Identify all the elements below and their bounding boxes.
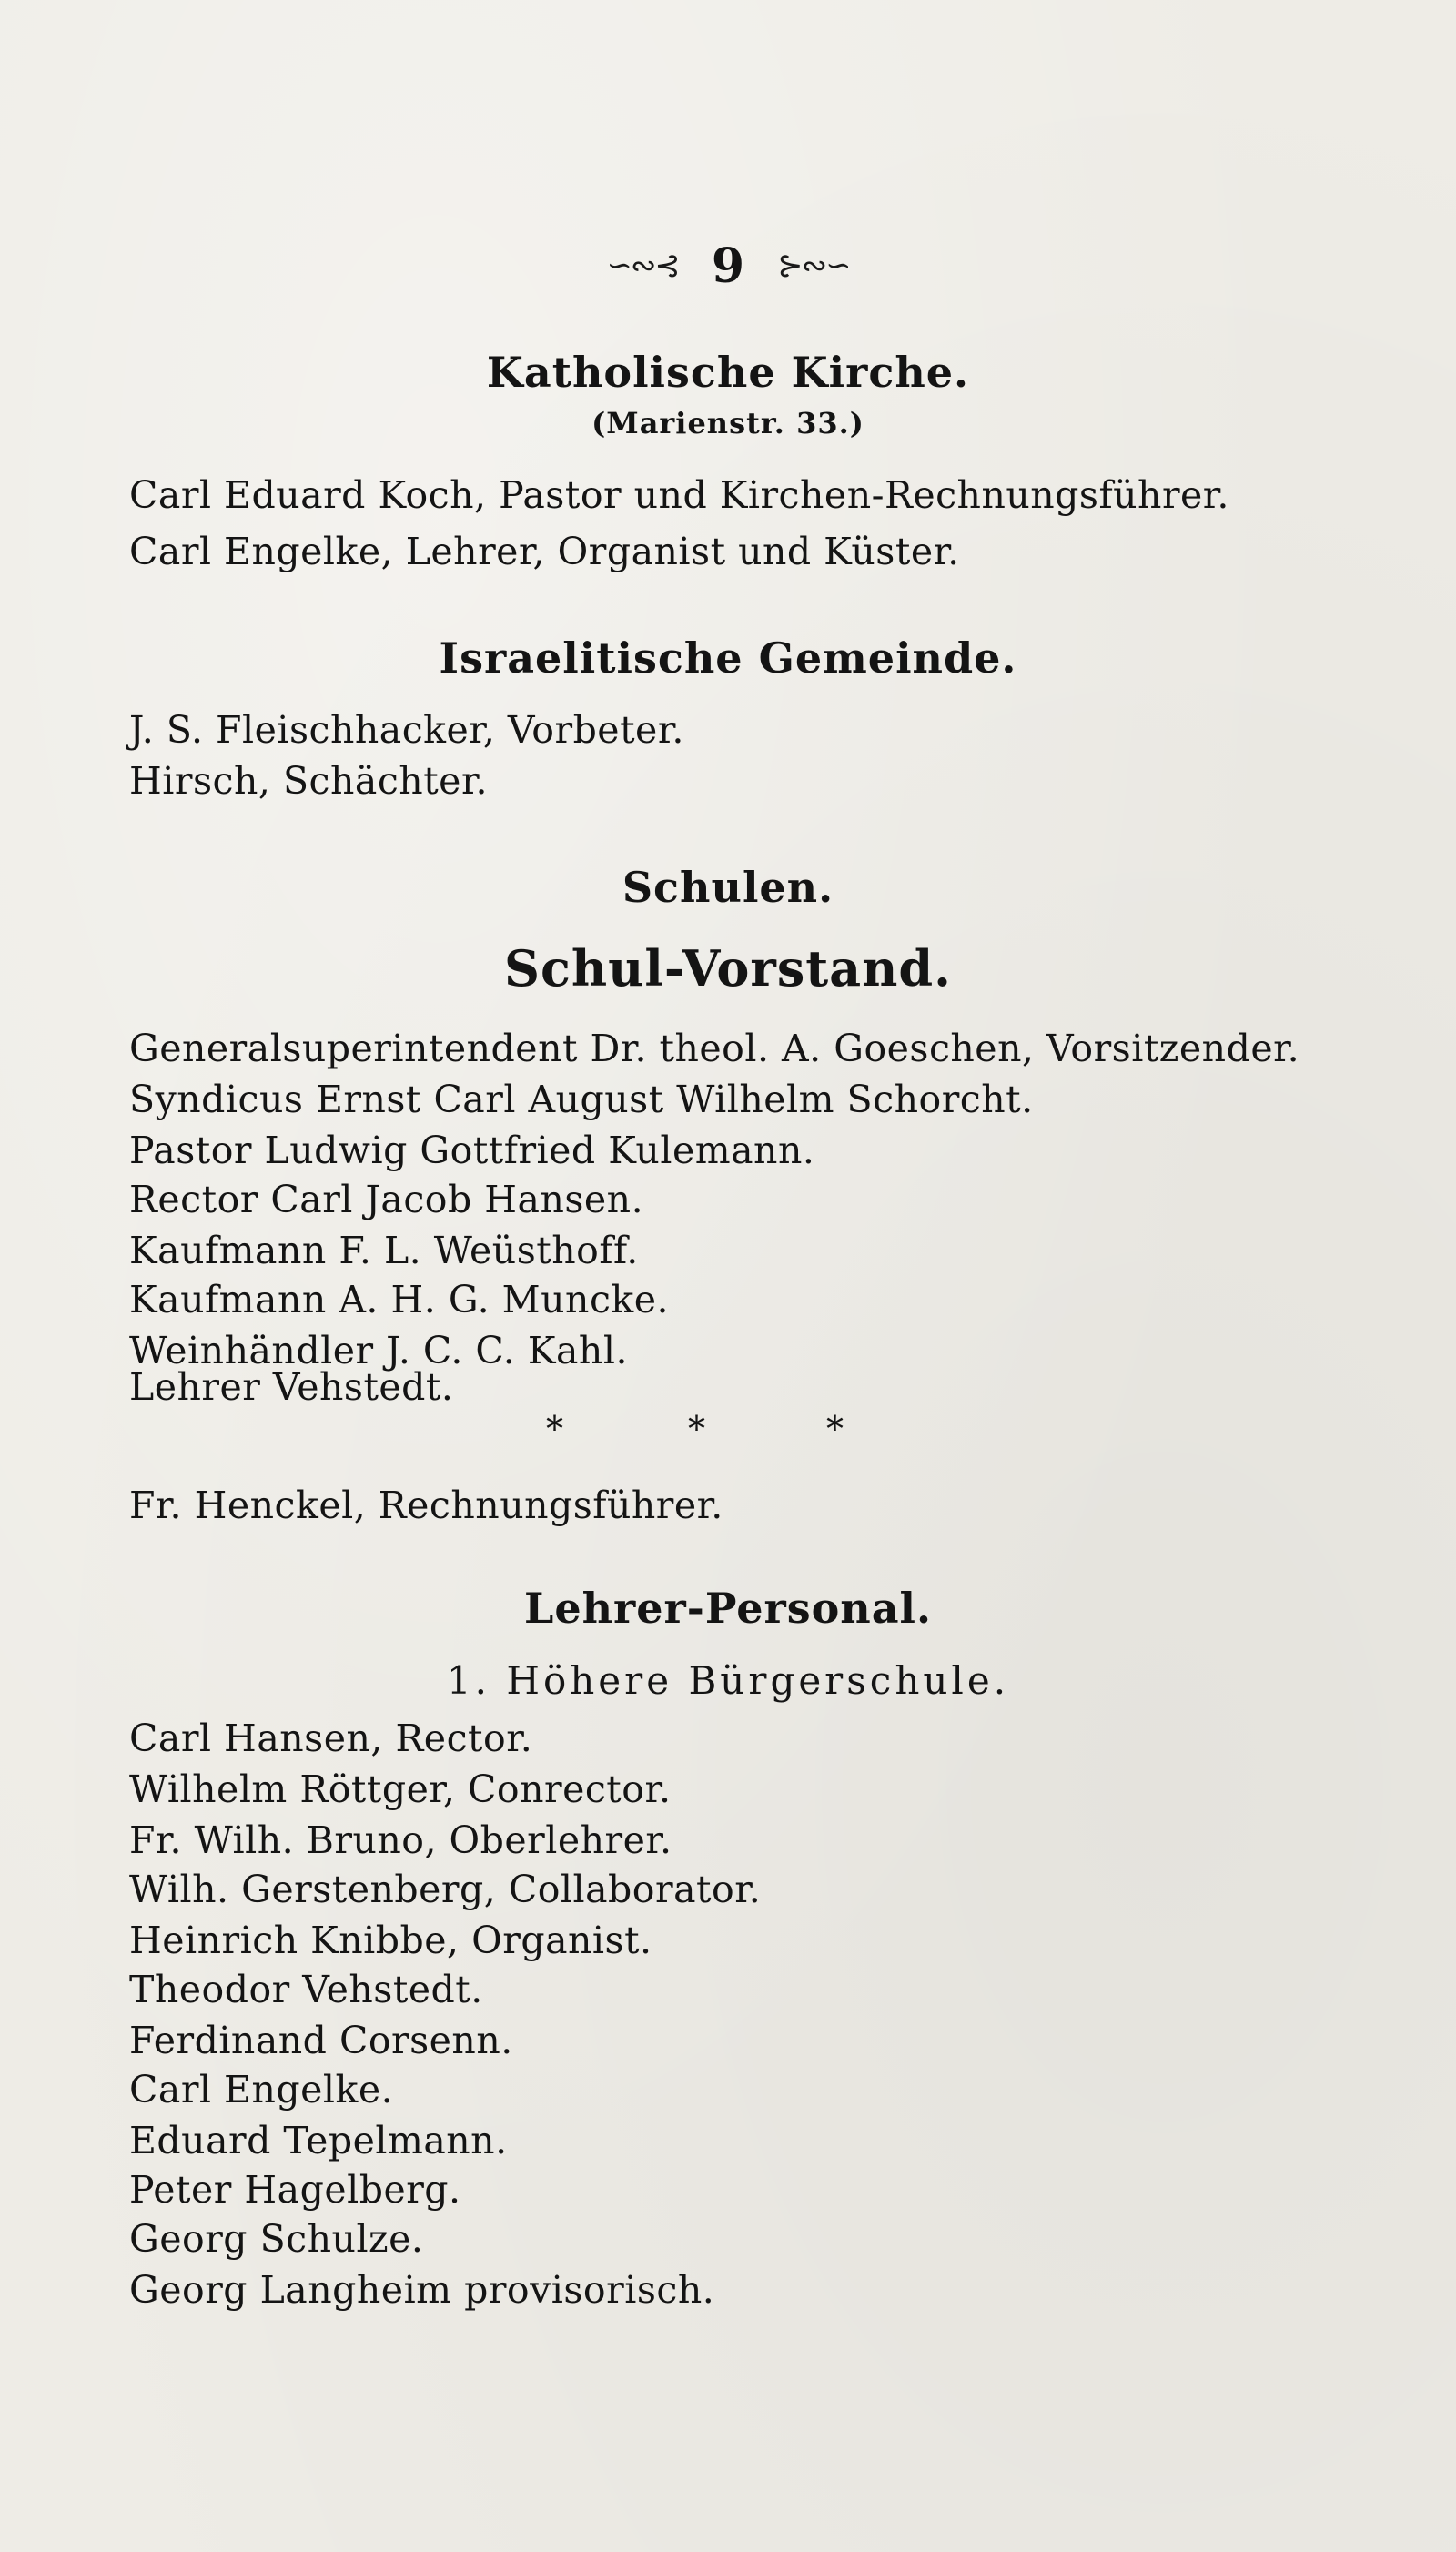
page-header	[0, 238, 1456, 293]
staff-member: Georg Langheim provisorisch.	[129, 2268, 715, 2312]
separator-star: *	[688, 1409, 705, 1449]
staff-member: Carl Hansen, Rector.	[129, 1717, 533, 1760]
school-board-heading: Schul-Vorstand.	[504, 939, 952, 998]
board-member: Lehrer Vehstedt.	[129, 1365, 454, 1409]
staff-member: Theodor Vehstedt.	[129, 1968, 483, 2011]
catholic-entry: Carl Eduard Koch, Pastor und Kirchen-Rechnungsführer.	[129, 473, 1229, 517]
separator-star: *	[826, 1409, 844, 1449]
board-member: Pastor Ludwig Gottfried Kulemann.	[129, 1129, 815, 1172]
separator-star: *	[546, 1409, 563, 1449]
jewish-entry: Hirsch, Schächter.	[129, 759, 489, 803]
jewish-entry: J. S. Fleischhacker, Vorbeter.	[129, 708, 684, 752]
staff-member: Peter Hagelberg.	[129, 2168, 461, 2212]
schools-heading: Schulen.	[622, 863, 834, 912]
catholic-entry: Carl Engelke, Lehrer, Organist und Küster.	[129, 530, 960, 573]
left-ornament: ∽∾⊰	[606, 248, 679, 284]
catholic-heading: Katholische Kirche.	[486, 348, 970, 397]
staff-member: Carl Engelke.	[129, 2068, 394, 2111]
board-member: Rector Carl Jacob Hansen.	[129, 1178, 644, 1221]
staff-member: Ferdinand Corsenn.	[129, 2019, 513, 2062]
treasurer-entry: Fr. Henckel, Rechnungsführer.	[129, 1484, 723, 1527]
staff-member: Eduard Tepelmann.	[129, 2119, 508, 2162]
higher-school-heading: 1. Höhere Bürgerschule.	[446, 1658, 1010, 1703]
catholic-address: (Marienstr. 33.)	[592, 406, 864, 441]
jewish-heading: Israelitische Gemeinde.	[439, 633, 1017, 683]
board-member: Generalsuperintendent Dr. theol. A. Goeschen, Vorsitzender.	[129, 1027, 1300, 1070]
staff-member: Wilhelm Röttger, Conrector.	[129, 1767, 672, 1811]
separator-stars	[0, 1409, 1456, 1454]
board-member: Kaufmann A. H. G. Muncke.	[129, 1278, 670, 1322]
page-number: 9	[711, 238, 745, 294]
staff-member: Georg Schulze.	[129, 2217, 424, 2261]
staff-member: Heinrich Knibbe, Organist.	[129, 1919, 652, 1962]
board-member: Kaufmann F. L. Weüsthoff.	[129, 1229, 639, 1272]
staff-member: Wilh. Gerstenberg, Collaborator.	[129, 1868, 762, 1911]
right-ornament: ⊱∾∽	[777, 248, 850, 284]
board-member: Syndicus Ernst Carl August Wilhelm Schorcht.	[129, 1078, 1034, 1121]
board-member: Weinhändler J. C. C. Kahl.	[129, 1329, 628, 1372]
staff-member: Fr. Wilh. Bruno, Oberlehrer.	[129, 1818, 672, 1862]
staff-heading: Lehrer-Personal.	[523, 1584, 933, 1633]
